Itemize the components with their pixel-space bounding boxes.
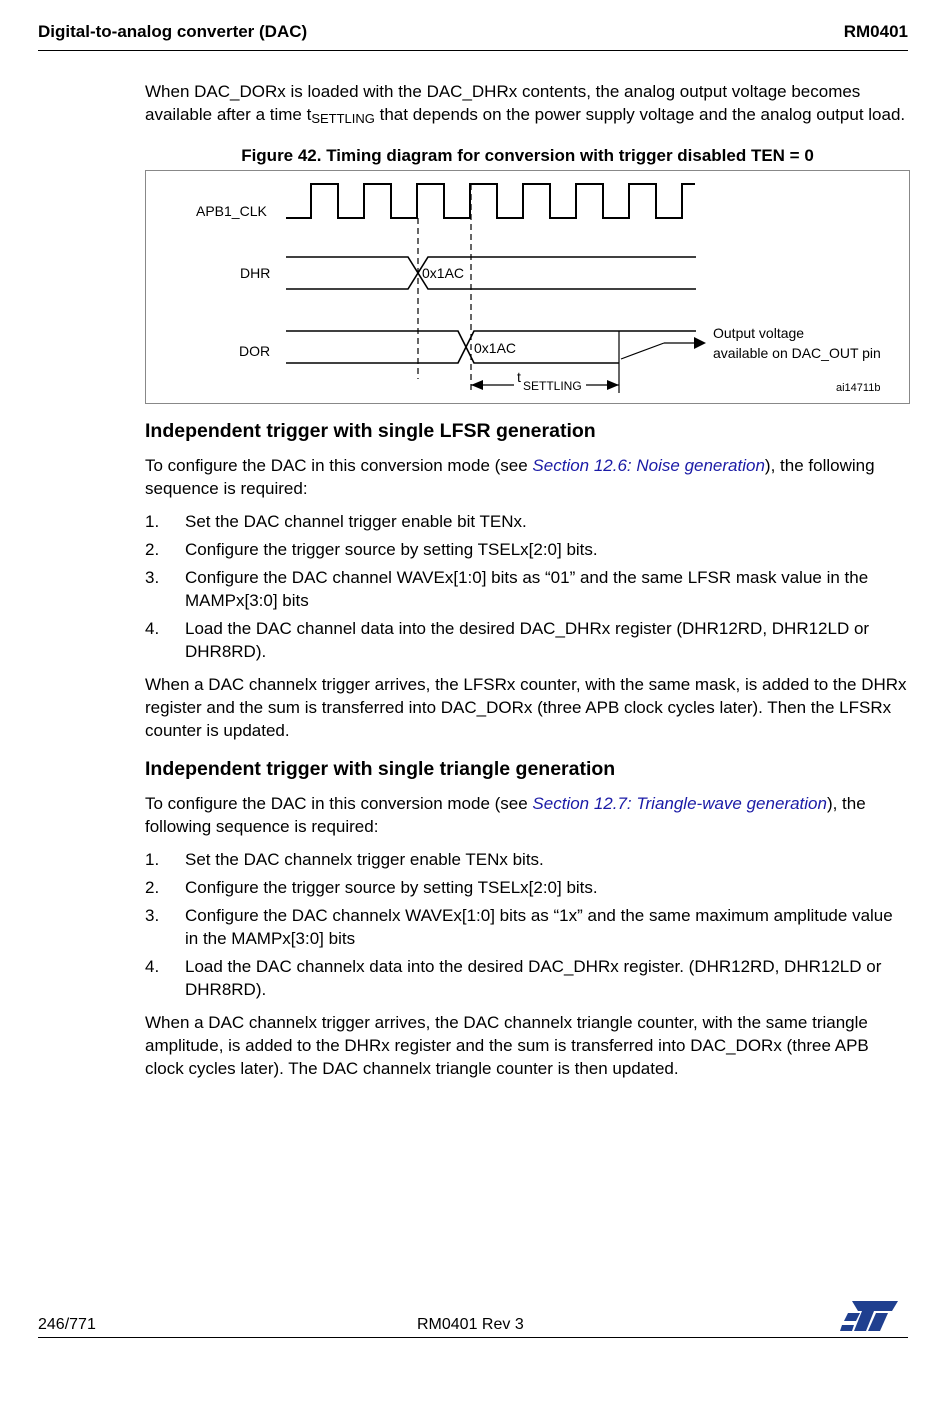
section1-outro: When a DAC channelx trigger arrives, the LFSRx counter, with the same mask, is added to the DHRx register and the sum is transferred into DAC_DORx (three APB clock cycles later). Then the LFSRx counter is updated. (145, 675, 907, 740)
section1-intro: To configure the DAC in this conversion mode (see Section 12.6: Noise generation), the following sequence is required: (145, 456, 875, 498)
list-item: 4. Load the DAC channel data into the desired DAC_DHRx register (DHR12RD, DHR12LD or DHR8RD). (145, 619, 870, 661)
header-doc-id: RM0401 (843, 22, 908, 41)
list-item: 2. Configure the trigger source by setting TSELx[2:0] bits. (145, 878, 598, 897)
list-item: 1. Set the DAC channelx trigger enable TENx bits. (145, 850, 544, 869)
section-12-7-link[interactable]: Section 12.7: Triangle-wave generation (532, 794, 827, 813)
clk-label: APB1_CLK (196, 203, 267, 219)
section1-steps (145, 510, 910, 663)
section1-heading: Independent trigger with single LFSR generation (145, 420, 596, 442)
page-content (145, 80, 910, 1090)
timing-diagram (145, 170, 910, 404)
output-ramp (621, 343, 664, 359)
settling-arrowhead-right (607, 380, 619, 390)
settling-t: t (517, 369, 521, 385)
page-number: 246/771 (38, 1316, 96, 1333)
dor-value: 0x1AC (474, 340, 517, 356)
section-12-6-link[interactable]: Section 12.6: Noise generation (532, 456, 765, 475)
settling-arrowhead-left (471, 380, 483, 390)
figure-ref: ai14711b (836, 382, 881, 394)
clock-waveform (286, 184, 695, 218)
dhr-bus (286, 257, 696, 289)
output-label-line2: available on DAC_OUT pin (713, 345, 881, 361)
list-item: 3. Configure the DAC channelx WAVEx[1:0] bits as “1x” and the same maximum amplitude value in the MAMPx[3:0] bits (145, 906, 893, 948)
list-item: 1. Set the DAC channel trigger enable bit TENx. (145, 512, 527, 531)
page-header (38, 20, 908, 51)
dhr-value: 0x1AC (422, 265, 465, 281)
dor-label: DOR (239, 343, 271, 359)
header-title: Digital-to-analog converter (DAC) (38, 22, 308, 41)
dhr-label: DHR (240, 265, 271, 281)
section2-heading: Independent trigger with single triangle generation (145, 758, 616, 780)
revision: RM0401 Rev 3 (417, 1316, 524, 1333)
st-logo-icon (840, 1299, 900, 1338)
section2-outro: When a DAC channelx trigger arrives, the DAC channelx triangle counter, with the same triangle amplitude, is added to the DHRx register and the sum is transferred into DAC_DORx (three APB clock cycles later). The DAC channelx triangle counter is then updated. (145, 1013, 869, 1078)
list-item: 2. Configure the trigger source by setting TSELx[2:0] bits. (145, 540, 598, 559)
list-item: 4. Load the DAC channelx data into the desired DAC_DHRx register. (DHR12RD, DHR12LD or DHR8RD). (145, 957, 882, 999)
timing-diagram-svg (146, 171, 909, 403)
section2-steps (145, 848, 910, 1001)
list-item: 3. Configure the DAC channel WAVEx[1:0] bits as “01” and the same LFSR mask value in the MAMPx[3:0] bits (145, 568, 869, 610)
page-footer (38, 1305, 908, 1338)
section2-intro: To configure the DAC in this conversion mode (see Section 12.7: Triangle-wave generation), the following sequence is required: (145, 794, 866, 836)
figure-title: Figure 42. Timing diagram for conversion with trigger disabled TEN = 0 (241, 146, 814, 165)
output-arrow-head (694, 337, 706, 349)
output-label-line1: Output voltage (713, 325, 805, 341)
intro-paragraph: When DAC_DORx is loaded with the DAC_DHRx contents, the analog output voltage becomes available after a time $t_{SETTLING}$ that depends on the power supply voltage and the analog output load. (145, 82, 906, 126)
settling-sub: SETTLING (523, 379, 582, 393)
